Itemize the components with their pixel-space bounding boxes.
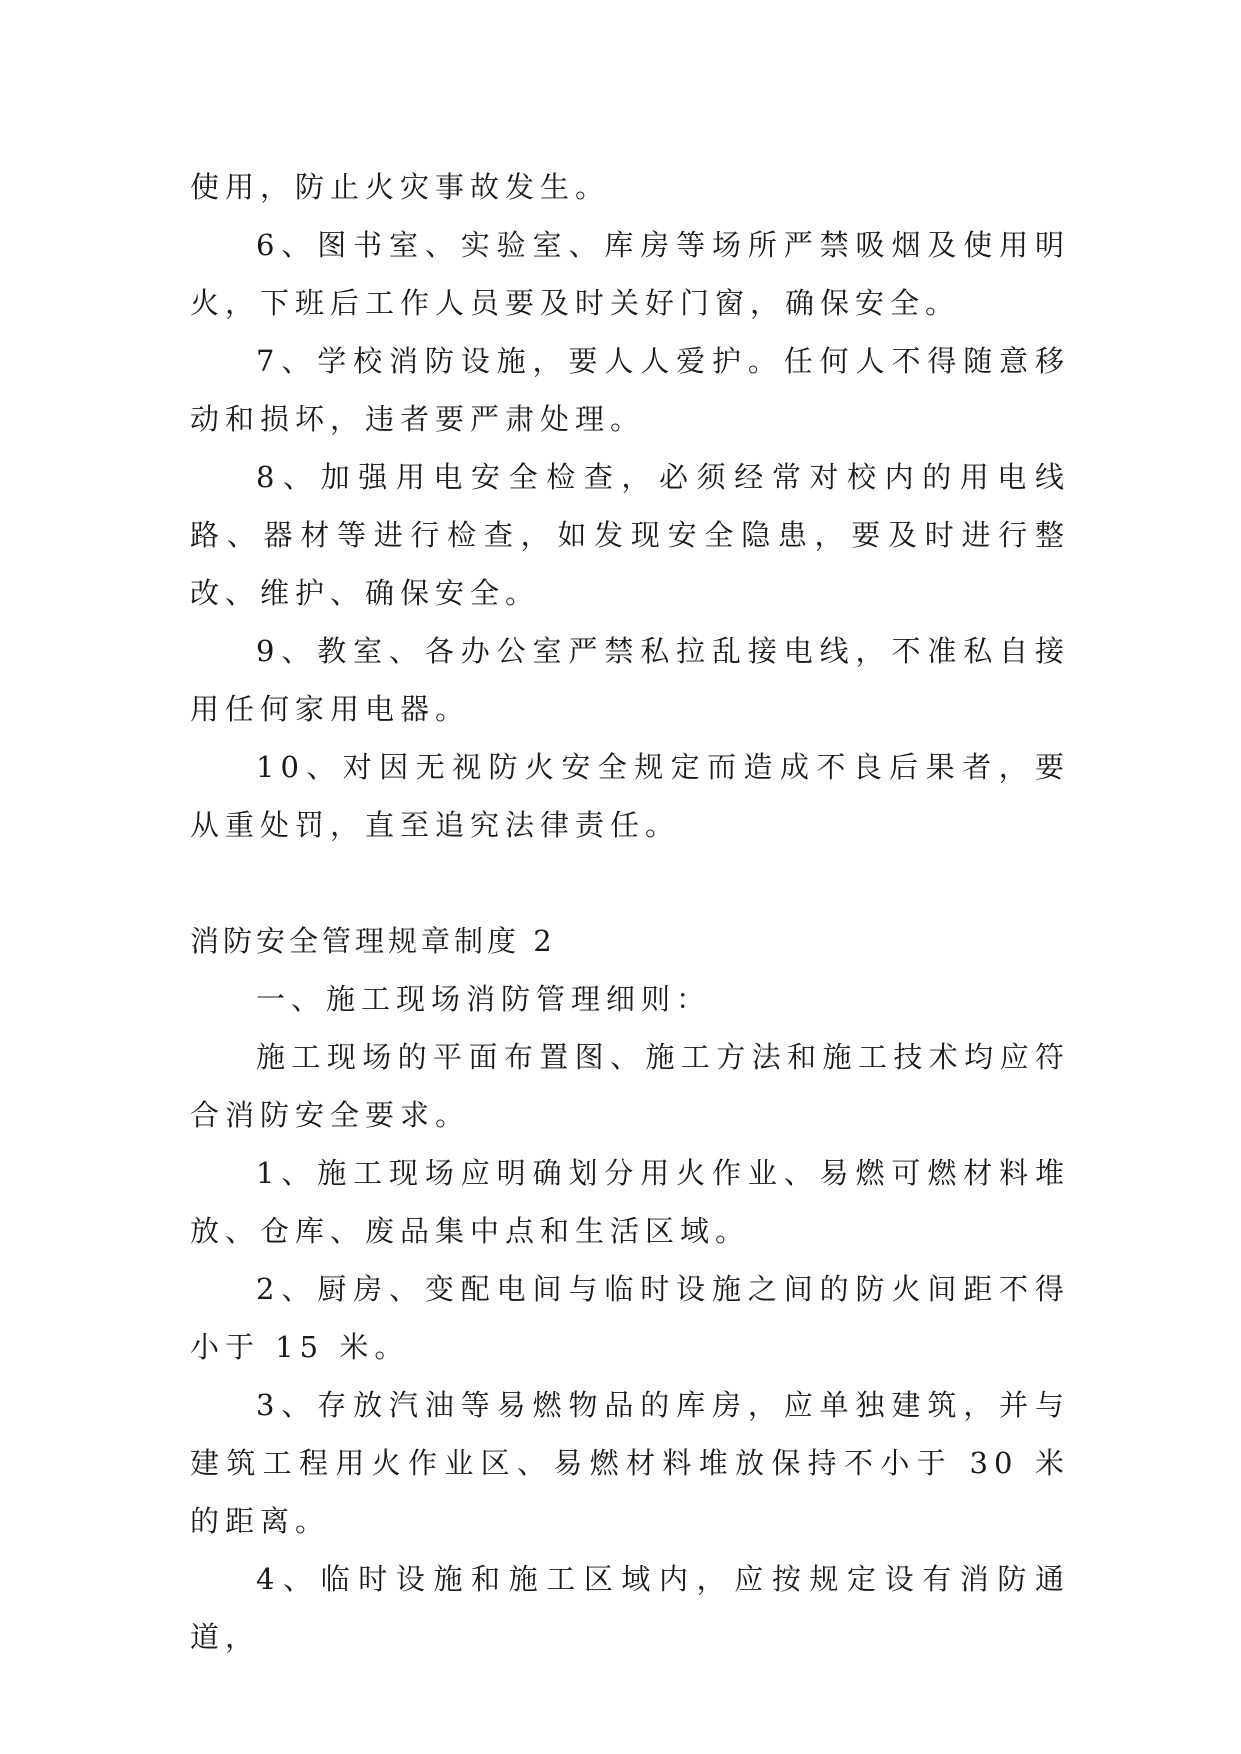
section-subtitle: 一、施工现场消防管理细则： — [256, 982, 712, 1016]
rule-item-7: 7、学校消防设施，要人人爱护。任何人不得随意移动和损坏，违者要严肃处理。 — [190, 344, 1070, 436]
construction-item-2: 2、厨房、变配电间与临时设施之间的防火间距不得小于 15 米。 — [190, 1272, 1070, 1364]
continuation-paragraph: 使用，防止火灾事故发生。 — [190, 170, 611, 204]
rule-item-8: 8、加强用电安全检查，必须经常对校内的用电线路、器材等进行检查，如发现安全隐患，要及时进行整改、维护、确保安全。 — [190, 460, 1070, 610]
rule-item-9: 9、教室、各办公室严禁私拉乱接电线，不准私自接用任何家用电器。 — [190, 634, 1070, 726]
rule-item-6: 6、图书室、实验室、库房等场所严禁吸烟及使用明火，下班后工作人员要及时关好门窗，确保安全。 — [190, 228, 1070, 320]
rule-item-10: 10、对因无视防火安全规定而造成不良后果者，要从重处罚，直至追究法律责任。 — [190, 750, 1070, 842]
section-title: 消防安全管理规章制度 2 — [190, 924, 556, 958]
section-spacer — [190, 854, 1070, 912]
construction-item-1: 1、施工现场应明确划分用火作业、易燃可燃材料堆放、仓库、废品集中点和生活区域。 — [190, 1156, 1070, 1248]
construction-item-4: 4、临时设施和施工区域内，应按规定设有消防通道， — [190, 1562, 1070, 1654]
construction-item-3: 3、存放汽油等易燃物品的库房，应单独建筑，并与建筑工程用火作业区、易燃材料堆放保持不小于 30 米的距离。 — [190, 1388, 1070, 1538]
section-intro: 施工现场的平面布置图、施工方法和施工技术均应符合消防安全要求。 — [190, 1040, 1070, 1132]
document-body — [190, 158, 1070, 1666]
